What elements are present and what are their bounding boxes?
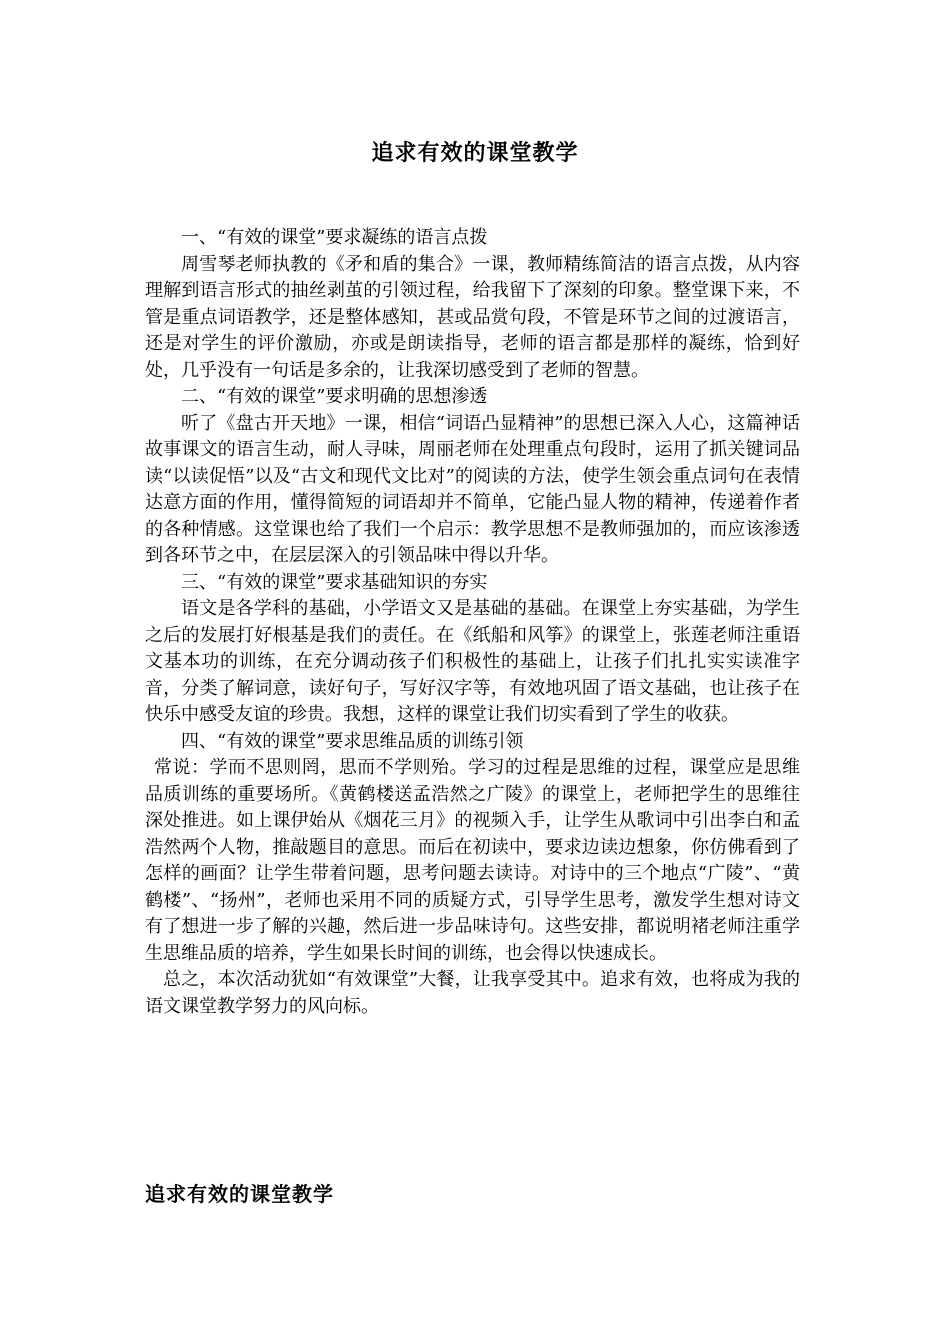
paragraph-3: 语文是各学科的基础，小学语文又是基础的基础。在课堂上夯实基础，为学生之后的发展打好根基是我们的责任。在《纸船和风筝》的课堂上，张莲老师注重语文基本功的训练，在充分调动孩子们积极性的基础上，让孩子们扎扎实实读准字音，分类了解词意，读好句子，写好汉字等，有效地巩固了语文基础，也让孩子在快乐中感受友谊的珍贵。我想，这样的课堂让我们切实看到了学生的收获。 — [145, 598, 800, 725]
paragraph-4: 常说：学而不思则罔，思而不学则殆。学习的过程是思维的过程，课堂应是思维品质训练的重要场所。《黄鹤楼送孟浩然之广陵》的课堂上，老师把学生的思维往深处推进。如上课伊始从《烟花三月》的视频入手，让学生从歌词中引出李白和孟浩然两个人物，推敲题目的意思。而后在初读中，要求边读边想象，你仿佛看到了怎样的画面？让学生带着问题，思考问题去读诗。对诗中的三个地点“广陵”、“黄鹤楼”、“扬州”，老师也采用不同的质疑方式，引导学生思考，激发学生想对诗文有了想进一步了解的兴趣，然后进一步品味诗句。这些安排，都说明褚老师注重学生思维品质的培养，学生如果长时间的训练，也会得以快速成长。 — [145, 757, 800, 964]
section-heading-3: 三、“有效的课堂”要求基础知识的夯实 — [181, 571, 488, 593]
section-heading-2: 二、“有效的课堂”要求明确的思想渗透 — [181, 386, 488, 407]
paragraph-2: 听了《盘古开天地》一课，相信“词语凸显精神”的思想已深入人心，这篇神话故事课文的语言生动，耐人寻味，周丽老师在处理重点句段时，运用了抓关键词品读“以读促悟”以及“古文和现代文比对”的阅读的方法，使学生领会重点词句在表情达意方面的作用，懂得简短的词语却并不简单，它能凸显人物的精神，传递着作者的各种情感。这堂课也给了我们一个启示：教学思想不是教师强加的，而应该渗透到各环节之中，在层层深入的引领品味中得以升华。 — [145, 412, 800, 566]
next-page-title: 追求有效的课堂教学 — [145, 1182, 334, 1206]
document-title: 追求有效的课堂教学 — [371, 140, 579, 166]
paragraph-1: 周雪琴老师执教的《矛和盾的集合》一课，教师精练简洁的语言点拨，从内容理解到语言形式的抽丝剥茧的引领过程，给我留下了深刻的印象。整堂课下来，不管是重点词语教学，还是整体感知，甚或品赏句段，不管是环节之间的过渡语言，还是对学生的评价激励，亦或是朗读指导，老师的语言都是那样的凝练，恰到好处，几乎没有一句话是多余的，让我深切感受到了老师的智慧。 — [145, 253, 800, 381]
document-body — [145, 225, 800, 1020]
section-heading-1: 一、“有效的课堂”要求凝练的语言点拨 — [181, 227, 488, 248]
section-heading-4: 四、“有效的课堂”要求思维品质的训练引领 — [181, 730, 524, 752]
conclusion-paragraph: 总之，本次活动犹如“有效课堂”大餐，让我享受其中。追求有效，也将成为我的语文课堂教学努力的风向标。 — [145, 969, 800, 1017]
